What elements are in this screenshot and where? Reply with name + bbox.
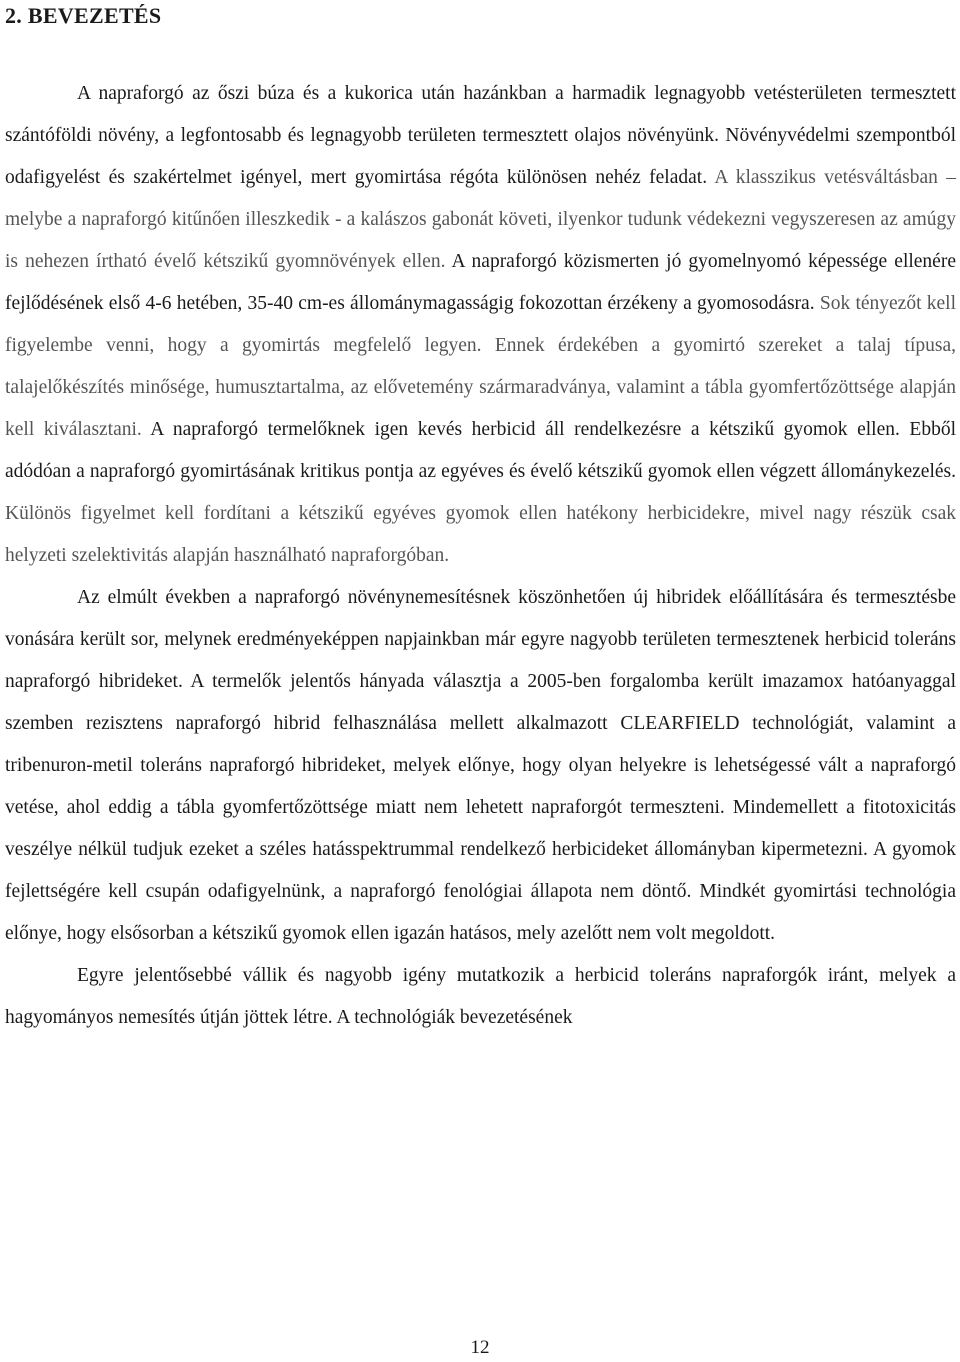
paragraph-3: [5, 955, 956, 1039]
paragraph-1-segment-6: Különös figyelmet kell fordítani a kétszikű egyéves gyomok ellen hatékony herbicidekre, mivel nagy részük csak helyzeti szelektivitás alapján használható napraforgóban.: [5, 503, 956, 566]
paragraph-2-segment-1: Az elmúlt években a napraforgó növénynemesítésnek köszönhetően új hibridek előállítására és termesztésbe vonására került sor, melynek eredményeképpen napjainkban már egyre nagyobb területen termesztenek herbicid toleráns napraforgó hibrideket. A termelők jelentős hányada választja a 2005-ben forgalomba került imazamox hatóanyaggal szemben rezisztens napraforgó hibrid felhasználása mellett alkalmazott CLEARFIELD technológiát, valamint a tribenuron-metil toleráns napraforgó hibrideket, melyek előnye, hogy olyan helyekre is lehetségessé vált a napraforgó vetése, ahol eddig a tábla gyomfertőzöttsége miatt nem lehetett napraforgót termeszteni. Mindemellett a fitotoxicitás veszélye nélkül tudjuk ezeket a széles hatásspektrummal rendelkező herbicideket állományban kipermetezni. A gyomok fejlettségére kell csupán odafigyelnünk, a napraforgó fenológiai állapota nem döntő. Mindkét gyomirtási technológia előnye, hogy elsősorban a kétszikű gyomok ellen igazán hatásos, mely azelőtt nem volt megoldott.: [5, 587, 956, 944]
paragraph-1-segment-3: A napraforgó közismerten jó gyomelnyomó képessége ellenére fejlődésének első 4-6 hetében, 35-40 cm-es állománymagasságig fokozottan érzékeny a gyomosodásra.: [5, 251, 956, 314]
paragraph-1-segment-5: A napraforgó termelőknek igen kevés herbicid áll rendelkezésre a kétszikű gyomok ellen. Ebből adódóan a napraforgó gyomirtásának kritikus pontja az egyéves és évelő kétszikű gyomok ellen végzett állománykezelés.: [5, 419, 956, 482]
paragraph-1: [5, 73, 956, 577]
paragraph-1-segment-1: A napraforgó az őszi búza és a kukorica után hazánkban a harmadik legnagyobb vetésterületen termesztett szántóföldi növény, a legfontosabb és legnagyobb területen termesztett olajos növényünk. Növényvédelmi szempontból odafigyelést és szakértelmet igényel, mert gyomirtása régóta különösen nehéz feladat.: [5, 83, 956, 188]
section-heading: 2. BEVEZETÉS: [5, 3, 162, 28]
paragraph-2: [5, 577, 956, 955]
paragraph-3-segment-1: Egyre jelentősebbé vállik és nagyobb igény mutatkozik a herbicid toleráns napraforgók iránt, melyek a hagyományos nemesítés útján jöttek létre. A technológiák bevezetésének: [5, 965, 956, 1028]
paragraph-1-segment-2: A klasszikus vetésváltásban – melybe a napraforgó kitűnően illeszkedik - a kalászos gabonát követi, ilyenkor tudunk védekezni vegyszeresen az amúgy is nehezen írtható évelő kétszikű gyomnövények ellen.: [5, 167, 956, 272]
paragraph-1-segment-4: Sok tényezőt kell figyelembe venni, hogy a gyomirtás megfelelő legyen. Ennek érdekében a gyomirtó szereket a talaj típusa, talajelőkészítés minősége, humusztartalma, az elővetemény szármaradványa, valamint a tábla gyomfertőzöttsége alapján kell kiválasztani.: [5, 293, 956, 440]
page-number: 12: [470, 1337, 490, 1358]
